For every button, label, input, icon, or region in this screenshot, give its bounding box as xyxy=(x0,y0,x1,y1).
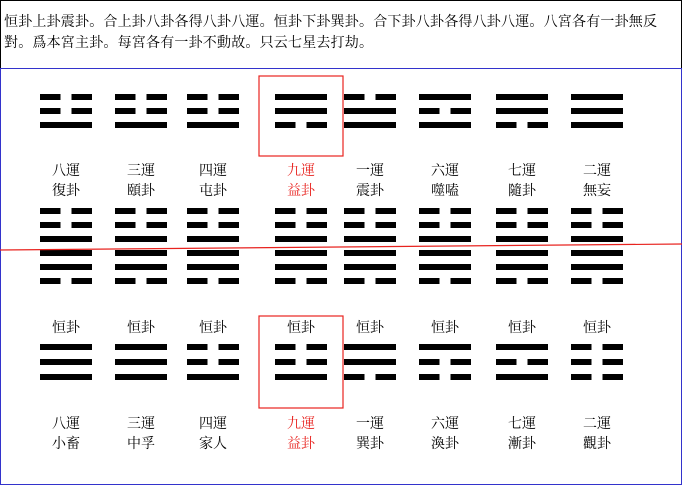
top-label-yun-8: 二運 xyxy=(583,163,611,179)
top-hexagram-1-line-3-right xyxy=(72,94,93,100)
middle-hexagram-4-line-1-left xyxy=(275,278,296,284)
bottom-label-yun-7: 七運 xyxy=(508,416,536,432)
bottom-hexagram-6-line-1-left xyxy=(419,374,440,380)
middle-hexagram-5-line-6-left xyxy=(344,208,365,214)
middle-hexagram-3-line-3 xyxy=(187,250,239,256)
middle-hexagram-4-line-2 xyxy=(275,264,327,270)
top-hexagram-7-line-2 xyxy=(496,108,548,114)
middle-hexagram-7-line-1-left xyxy=(496,278,517,284)
bottom-hexagram-1-line-1 xyxy=(40,374,92,380)
middle-hexagram-4-line-1-right xyxy=(307,278,328,284)
top-hexagram-8-line-2 xyxy=(571,108,623,114)
top-hexagram-6-line-3 xyxy=(419,94,471,100)
bottom-hexagram-3-line-2-right xyxy=(219,359,240,365)
bottom-hexagram-8-line-3-right xyxy=(603,344,624,350)
middle-hexagram-4-line-6-right xyxy=(307,208,328,214)
bottom-hexagram-4-line-2-left xyxy=(275,359,296,365)
middle-caption-2: 恒卦 xyxy=(127,320,155,336)
middle-hexagram-6-line-1-left xyxy=(419,278,440,284)
top-hexagram-3-line-1 xyxy=(187,122,239,128)
top-hexagram-1-line-1 xyxy=(40,122,92,128)
bottom-label-name-7: 漸卦 xyxy=(508,436,536,452)
bottom-hexagram-3-line-3-right xyxy=(219,344,240,350)
middle-hexagram-6-line-2 xyxy=(419,264,471,270)
middle-hexagram-8-line-6-left xyxy=(571,208,592,214)
top-hexagram-3-line-2-right xyxy=(219,108,240,114)
middle-hexagram-7-line-4 xyxy=(496,236,548,242)
bottom-hexagram-3-line-3-left xyxy=(187,344,208,350)
bottom-hexagram-6-line-3 xyxy=(419,344,471,350)
middle-hexagram-5-line-2 xyxy=(344,264,396,270)
bottom-hexagram-7-line-2-left xyxy=(496,359,517,365)
bottom-hexagram-4-line-3-left xyxy=(275,344,296,350)
middle-hexagram-4-line-5-right xyxy=(307,222,328,228)
middle-hexagram-5-line-6-right xyxy=(376,208,397,214)
middle-hexagram-3-line-1-left xyxy=(187,278,208,284)
middle-caption-7: 恒卦 xyxy=(508,320,536,336)
middle-hexagram-8-line-1-left xyxy=(571,278,592,284)
bottom-hexagram-8-line-3-left xyxy=(571,344,592,350)
top-label-name-2: 頤卦 xyxy=(127,183,155,199)
middle-caption-3: 恒卦 xyxy=(199,320,227,336)
top-label-name-4: 益卦 xyxy=(287,183,315,199)
top-hexagram-6-line-2-left xyxy=(419,108,440,114)
middle-hexagram-2-line-1-right xyxy=(147,278,168,284)
middle-hexagram-3-line-1-right xyxy=(219,278,240,284)
top-label-yun-3: 四運 xyxy=(199,163,227,179)
middle-hexagram-5-line-1-right xyxy=(376,278,397,284)
middle-hexagram-1-line-6-left xyxy=(40,208,61,214)
middle-hexagram-2-line-3 xyxy=(115,250,167,256)
bottom-hexagram-8-line-2-left xyxy=(571,359,592,365)
top-label-yun-6: 六運 xyxy=(431,163,459,179)
bottom-hexagram-8-line-1-right xyxy=(603,374,624,380)
bottom-label-yun-1: 八運 xyxy=(52,416,80,432)
bottom-hexagram-8-line-1-left xyxy=(571,374,592,380)
top-hexagram-6-line-1 xyxy=(419,122,471,128)
middle-hexagram-6-line-4 xyxy=(419,236,471,242)
middle-hexagram-1-line-1-right xyxy=(72,278,93,284)
middle-hexagram-8-line-3 xyxy=(571,250,623,256)
middle-hexagram-7-line-1-right xyxy=(528,278,549,284)
top-hexagram-1-line-2-left xyxy=(40,108,61,114)
top-label-name-3: 屯卦 xyxy=(199,183,227,199)
middle-hexagram-4-line-4 xyxy=(275,236,327,242)
middle-hexagram-1-line-2 xyxy=(40,264,92,270)
top-hexagram-4-line-3 xyxy=(275,94,327,100)
middle-hexagram-3-line-4 xyxy=(187,236,239,242)
top-hexagram-8-line-3 xyxy=(571,94,623,100)
top-label-yun-2: 三運 xyxy=(127,163,155,179)
top-hexagram-2-line-1 xyxy=(115,122,167,128)
middle-hexagram-1-line-1-left xyxy=(40,278,61,284)
middle-hexagram-6-line-5-right xyxy=(451,222,472,228)
middle-hexagram-4-line-6-left xyxy=(275,208,296,214)
bottom-hexagram-5-line-3 xyxy=(344,344,396,350)
middle-hexagram-4-line-3 xyxy=(275,250,327,256)
middle-hexagram-7-line-5-right xyxy=(528,222,549,228)
bottom-label-yun-2: 三運 xyxy=(127,416,155,432)
bottom-label-yun-5: 一運 xyxy=(356,416,384,432)
middle-hexagram-6-line-1-right xyxy=(451,278,472,284)
middle-caption-5: 恒卦 xyxy=(356,320,384,336)
middle-hexagram-3-line-5-right xyxy=(219,222,240,228)
bottom-hexagram-7-line-2-right xyxy=(528,359,549,365)
middle-hexagram-7-line-2 xyxy=(496,264,548,270)
top-hexagram-4-line-2 xyxy=(275,108,327,114)
middle-hexagram-3-line-6-right xyxy=(219,208,240,214)
top-hexagram-1-line-3-left xyxy=(40,94,61,100)
top-hexagram-8-line-1 xyxy=(571,122,623,128)
top-hexagram-7-line-3 xyxy=(496,94,548,100)
bottom-hexagram-4-line-1 xyxy=(275,374,327,380)
middle-hexagram-6-line-3 xyxy=(419,250,471,256)
bottom-label-name-2: 中孚 xyxy=(127,436,155,452)
middle-hexagram-2-line-2 xyxy=(115,264,167,270)
middle-hexagram-2-line-6-right xyxy=(147,208,168,214)
middle-hexagram-7-line-6-left xyxy=(496,208,517,214)
top-label-name-6: 噬嗑 xyxy=(431,183,459,199)
middle-caption-4: 恒卦 xyxy=(287,320,315,336)
highlight-box-top xyxy=(259,76,343,156)
middle-hexagram-7-line-6-right xyxy=(528,208,549,214)
bottom-hexagram-2-line-2 xyxy=(115,359,167,365)
bottom-hexagram-8-line-2-right xyxy=(603,359,624,365)
middle-hexagram-1-line-3 xyxy=(40,250,92,256)
bottom-label-name-8: 觀卦 xyxy=(583,436,611,452)
middle-hexagram-5-line-4 xyxy=(344,236,396,242)
middle-hexagram-5-line-5-left xyxy=(344,222,365,228)
middle-hexagram-8-line-1-right xyxy=(603,278,624,284)
middle-hexagram-6-line-6-right xyxy=(451,208,472,214)
middle-hexagram-8-line-2 xyxy=(571,264,623,270)
middle-hexagram-5-line-5-right xyxy=(376,222,397,228)
bottom-hexagram-4-line-3-right xyxy=(307,344,328,350)
bottom-hexagram-2-line-1 xyxy=(115,374,167,380)
middle-hexagram-2-line-1-left xyxy=(115,278,136,284)
bottom-hexagram-6-line-2-right xyxy=(451,359,472,365)
bottom-label-name-6: 渙卦 xyxy=(431,436,459,452)
top-hexagram-3-line-3-left xyxy=(187,94,208,100)
header-text: 恒卦上卦震卦。合上卦八卦各得八卦八運。恒卦下卦巽卦。合下卦八卦各得八卦八運。八宮各有一卦無反對。爲本宮主卦。每宮各有一卦不動故。只云七星去打劫。 xyxy=(4,14,658,51)
middle-hexagram-7-line-3 xyxy=(496,250,548,256)
top-label-name-1: 復卦 xyxy=(52,183,80,199)
top-hexagram-2-line-2-right xyxy=(147,108,168,114)
bottom-hexagram-3-line-1 xyxy=(187,374,239,380)
top-hexagram-3-line-2-left xyxy=(187,108,208,114)
middle-caption-8: 恒卦 xyxy=(583,320,611,336)
top-hexagram-7-line-1-left xyxy=(496,122,517,128)
bottom-hexagram-2-line-3 xyxy=(115,344,167,350)
middle-hexagram-7-line-5-left xyxy=(496,222,517,228)
bottom-label-name-1: 小畜 xyxy=(52,436,80,452)
top-label-yun-4: 九運 xyxy=(287,163,315,179)
bottom-hexagram-4-line-2-right xyxy=(307,359,328,365)
middle-hexagram-5-line-3 xyxy=(344,250,396,256)
middle-hexagram-2-line-4 xyxy=(115,236,167,242)
top-label-yun-5: 一運 xyxy=(356,163,384,179)
bottom-label-name-5: 巽卦 xyxy=(356,436,384,452)
middle-caption-1: 恒卦 xyxy=(52,320,80,336)
middle-caption-6: 恒卦 xyxy=(431,320,459,336)
middle-hexagram-1-line-6-right xyxy=(72,208,93,214)
bottom-hexagram-1-line-3 xyxy=(40,344,92,350)
top-hexagram-5-line-2 xyxy=(344,108,396,114)
middle-hexagram-8-line-6-right xyxy=(603,208,624,214)
middle-hexagram-5-line-1-left xyxy=(344,278,365,284)
bottom-hexagram-6-line-1-right xyxy=(451,374,472,380)
middle-hexagram-8-line-4 xyxy=(571,236,623,242)
middle-hexagram-3-line-2 xyxy=(187,264,239,270)
bottom-hexagram-5-line-2 xyxy=(344,359,396,365)
top-hexagram-2-line-3-left xyxy=(115,94,136,100)
top-hexagram-5-line-3-left xyxy=(344,94,365,100)
middle-hexagram-2-line-5-right xyxy=(147,222,168,228)
middle-hexagram-3-line-6-left xyxy=(187,208,208,214)
top-label-name-7: 隨卦 xyxy=(508,183,536,199)
top-hexagram-1-line-2-right xyxy=(72,108,93,114)
bottom-label-name-4: 益卦 xyxy=(287,436,315,452)
middle-hexagram-8-line-5-right xyxy=(603,222,624,228)
top-hexagram-4-line-1-left xyxy=(275,122,296,128)
middle-hexagram-2-line-6-left xyxy=(115,208,136,214)
top-label-yun-1: 八運 xyxy=(52,163,80,179)
top-hexagram-5-line-3-right xyxy=(376,94,397,100)
bottom-hexagram-5-line-1-left xyxy=(344,374,365,380)
middle-hexagram-6-line-6-left xyxy=(419,208,440,214)
top-hexagram-6-line-2-right xyxy=(451,108,472,114)
middle-hexagram-4-line-5-left xyxy=(275,222,296,228)
top-hexagram-7-line-1-right xyxy=(528,122,549,128)
red-divider-line xyxy=(0,244,682,250)
bottom-hexagram-7-line-3 xyxy=(496,344,548,350)
bottom-label-yun-8: 二運 xyxy=(583,416,611,432)
bottom-hexagram-5-line-1-right xyxy=(376,374,397,380)
bottom-hexagram-1-line-2 xyxy=(40,359,92,365)
bottom-hexagram-7-line-1 xyxy=(496,374,548,380)
top-label-name-8: 無妄 xyxy=(583,183,611,199)
bottom-label-yun-3: 四運 xyxy=(199,416,227,432)
top-label-name-5: 震卦 xyxy=(356,183,384,199)
top-hexagram-2-line-2-left xyxy=(115,108,136,114)
middle-hexagram-1-line-4 xyxy=(40,236,92,242)
middle-hexagram-2-line-5-left xyxy=(115,222,136,228)
middle-hexagram-1-line-5-right xyxy=(72,222,93,228)
top-hexagram-2-line-3-right xyxy=(147,94,168,100)
top-hexagram-5-line-1 xyxy=(344,122,396,128)
middle-hexagram-1-line-5-left xyxy=(40,222,61,228)
middle-hexagram-8-line-5-left xyxy=(571,222,592,228)
middle-hexagram-6-line-5-left xyxy=(419,222,440,228)
bottom-label-yun-6: 六運 xyxy=(431,416,459,432)
bottom-hexagram-6-line-2-left xyxy=(419,359,440,365)
bottom-label-yun-4: 九運 xyxy=(287,416,315,432)
middle-hexagram-3-line-5-left xyxy=(187,222,208,228)
top-hexagram-3-line-3-right xyxy=(219,94,240,100)
top-label-yun-7: 七運 xyxy=(508,163,536,179)
top-hexagram-4-line-1-right xyxy=(307,122,328,128)
bottom-hexagram-3-line-2-left xyxy=(187,359,208,365)
bottom-label-name-3: 家人 xyxy=(199,436,227,452)
